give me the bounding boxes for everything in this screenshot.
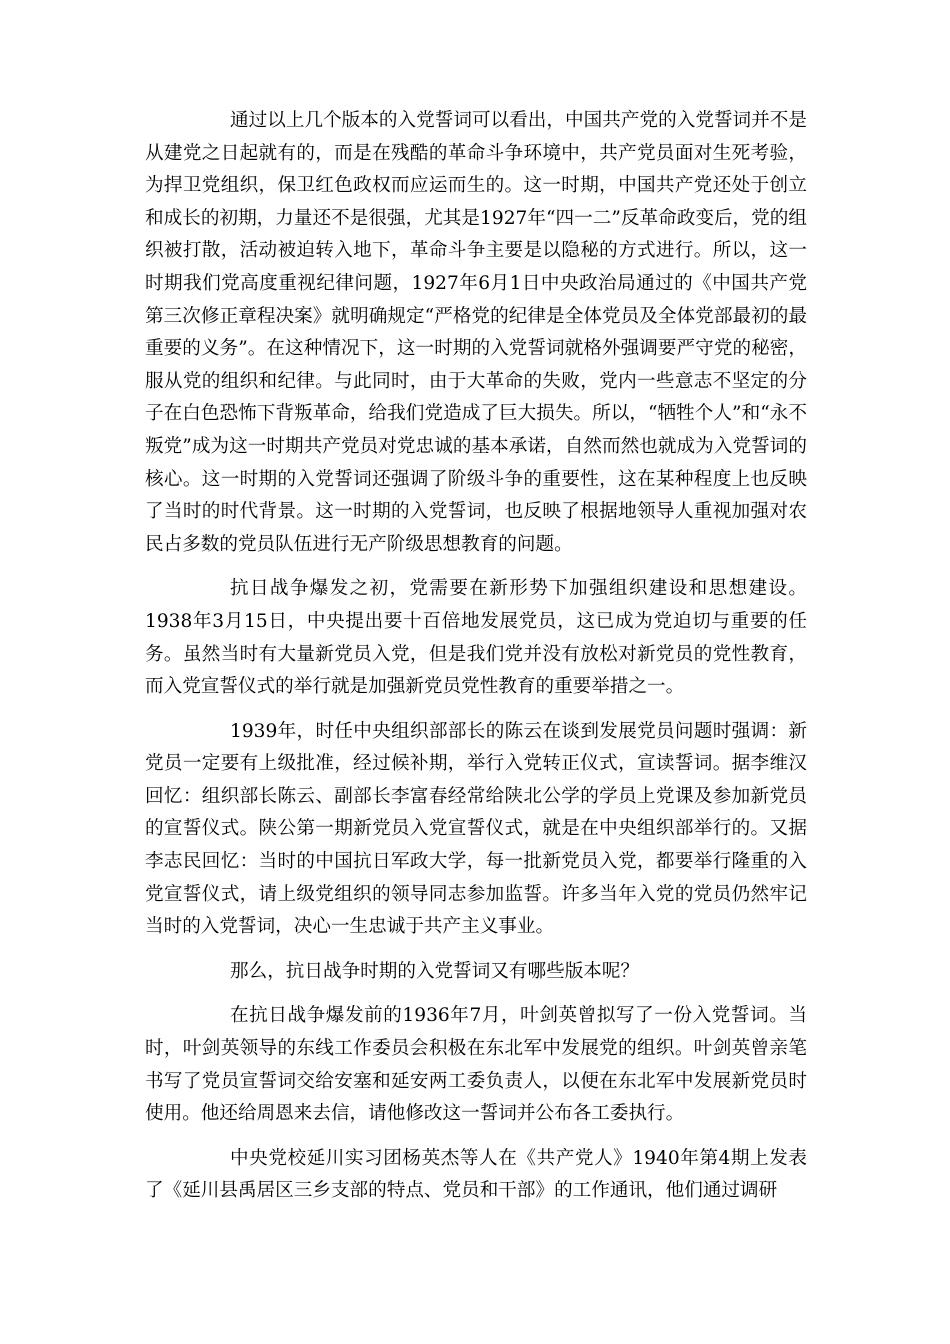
paragraph-5: 在抗日战争爆发前的1936年7月，叶剑英曾拟写了一份入党誓词。当时，叶剑英领导的东线工作委员会积极在东北军中发展党的组织。叶剑英曾亲笔书写了党员宣誓词交给安塞和延安两工委负责人，以便在东北军中发展新党员时使用。他还给周恩来去信，请他修改这一誓词并公布各工委执行。 <box>145 1005 807 1125</box>
paragraph-4: 那么，抗日战争时期的入党誓词又有哪些版本呢？ <box>230 960 640 982</box>
paragraph-6: 中央党校延川实习团杨英杰等人在《共产党人》1940年第4期上发表了《延川县禹居区三乡支部的特点、党员和干部》的工作通讯，他们通过调研 <box>145 1147 807 1202</box>
document-page <box>145 105 807 1208</box>
paragraph-1: 通过以上几个版本的入党誓词可以看出，中国共产党的入党誓词并不是从建党之日起就有的，而是在残酷的革命斗争环境中，共产党员面对生死考验，为捍卫党组织，保卫红色政权而应运而生的。这一时期，中国共产党还处于创立和成长的初期，力量还不是很强，尤其是1927年“四一二”反革命政变后，党的组织被打散，活动被迫转入地下，革命斗争主要是以隐秘的方式进行。所以，这一时期我们党高度重视纪律问题，1927年6月1日中央政治局通过的《中国共产党第三次修正章程决案》就明确规定“严格党的纪律是全体党员及全体党部最初的最重要的义务”。在这种情况下，这一时期的入党誓词就格外强调要严守党的秘密，服从党的组织和纪律。与此同时，由于大革命的失败，党内一些意志不坚定的分子在白色恐怖下背叛革命，给我们党造成了巨大损失。所以，“牺牲个人”和“永不叛党”成为这一时期共产党员对党忠诚的基本承诺，自然而然也就成为入党誓词的核心。这一时期的入党誓词还强调了阶级斗争的重要性，这在某种程度上也反映了当时的时代背景。这一时期的入党誓词，也反映了根据地领导人重视加强对农民占多数的党员队伍进行无产阶级思想教育的问题。 <box>145 110 807 555</box>
paragraph-3: 1939年，时任中央组织部部长的陈云在谈到发展党员问题时强调：新党员一定要有上级批准，经过候补期，举行入党转正仪式，宣读誓词。据李维汉回忆：组织部长陈云、副部长李富春经常给陕北公学的学员上党课及参加新党员的宣誓仪式。陕公第一期新党员入党宣誓仪式，就是在中央组织部举行的。又据李志民回忆：当时的中国抗日军政大学，每一批新党员入党，都要举行隆重的入党宣誓仪式，请上级党组织的领导同志参加监誓。许多当年入党的党员仍然牢记当时的入党誓词，决心一生忠诚于共产主义事业。 <box>145 720 807 938</box>
paragraph-2: 抗日战争爆发之初，党需要在新形势下加强组织建设和思想建设。1938年3月15日，中央提出要十百倍地发展党员，这已成为党迫切与重要的任务。虽然当时有大量新党员入党，但是我们党并没有放松对新党员的党性教育，而入党宣誓仪式的举行就是加强新党员党性教育的重要举措之一。 <box>145 578 807 698</box>
